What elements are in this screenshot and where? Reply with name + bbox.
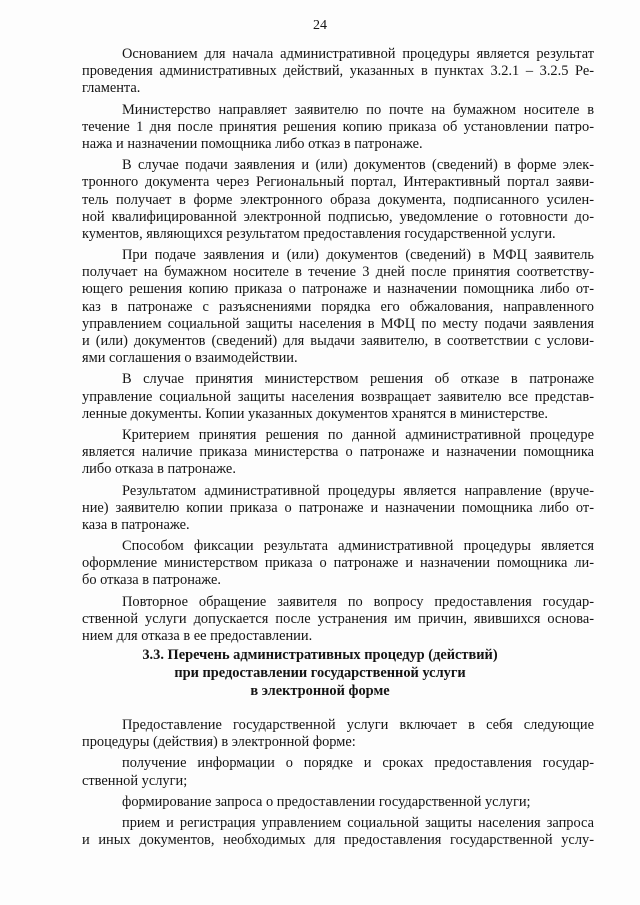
- body-text-top: [82, 46, 594, 649]
- text-line: и (или) документов (сведений) для выдачи заявителю, в соответствии с услови-: [82, 333, 594, 349]
- text-line: ями соглашения о взаимодействии.: [82, 350, 298, 367]
- text-line: Критерием принятия решения по данной административной процедуре: [122, 426, 594, 443]
- text-line: процедуры (действия) в электронной форме:: [82, 734, 356, 751]
- text-line: нажа и назначении помощника либо отказ в патронаже.: [82, 135, 423, 152]
- text-line: получает на бумажном носителе в течение 3 дней после принятия соответству-: [82, 264, 594, 281]
- text-line: течение 1 дня после принятия решения копию приказа об установлении патро-: [82, 118, 594, 135]
- text-line: При подаче заявления и (или) документов (сведений) в МФЦ заявитель: [122, 247, 594, 264]
- text-line: ние) заявителю копии приказа о патронаже и назначении помощника либо от-: [82, 499, 594, 516]
- text-line: ственной услуги допускается после устранения им причин, явившихся основа-: [82, 610, 594, 627]
- text-line: Министерство направляет заявителю по почте на бумажном носителе в: [122, 101, 594, 118]
- text-line: формирование запроса о предоставлении государственной услуги;: [122, 793, 531, 810]
- text-line: ственной услуги;: [82, 772, 188, 789]
- text-line: проведения административных действий, указанных в пунктах 3.2.1 – 3.2.5 Ре-: [82, 63, 594, 80]
- text-line: В случае принятия министерством решения об отказе в патронаже: [122, 371, 594, 388]
- text-line: тель получает в форме электронного образа документа, подписанного усилен-: [82, 191, 594, 208]
- text-line: каза в патронаже.: [82, 516, 190, 533]
- text-line: прием и регистрация управлением социальной защиты населения запроса: [122, 814, 594, 831]
- text-line: ленные документы. Копии указанных документов хранятся в министерстве.: [82, 405, 548, 422]
- text-line: Повторное обращение заявителя по вопросу предоставления государ-: [122, 593, 594, 610]
- paragraph: [82, 483, 594, 535]
- text-line: и иных документов, необходимых для предоставления государственной услу-: [82, 832, 594, 849]
- text-line: оформление министерством приказа о патронаже и назначении помощника ли-: [82, 555, 594, 572]
- text-line: Предоставление государственной услуги включает в себя следующие: [122, 717, 594, 733]
- paragraph: [82, 46, 594, 98]
- paragraph: [82, 247, 594, 367]
- paragraph: [82, 538, 594, 590]
- text-line: Результатом административной процедуры является направление (вруче-: [122, 482, 594, 499]
- paragraph: [82, 594, 594, 646]
- text-line: нием для отказа в ее предоставлении.: [82, 628, 313, 644]
- paragraph: [82, 717, 594, 751]
- text-line: ной квалифицированной электронной подписью, уведомление о готовности до-: [82, 208, 594, 225]
- text-line: Способом фиксации результата административной процедуры является: [122, 538, 594, 555]
- body-text-bottom: [82, 717, 594, 853]
- text-line: каз в патронаже с разъяснениями порядка его обжалования, направленного: [82, 298, 594, 315]
- text-line: В случае подачи заявления и (или) документов (сведений) в форме элек-: [122, 157, 594, 174]
- heading-line: 3.3. Перечень административных процедур (действий): [142, 647, 498, 663]
- text-line: тронного документа через Региональный портал, Интерактивный портал заяви-: [82, 174, 594, 191]
- paragraph: [82, 815, 594, 849]
- text-line: управление социальной защиты населения возвращает заявителю все представ-: [82, 388, 594, 405]
- paragraph: [82, 371, 594, 423]
- text-line: является наличие приказа министерства о патронаже и назначении помощника: [82, 444, 594, 461]
- heading-line: при предоставлении государственной услуги: [174, 665, 466, 681]
- text-line: управлением социальной защиты населения в МФЦ по месту подачи заявления: [82, 315, 594, 332]
- paragraph: [82, 755, 594, 789]
- text-line: ющего решения копию приказа о патронаже и назначении помощника либо от-: [82, 281, 594, 298]
- text-line: кументов, являющихся результатом предоставления государственной услуги.: [82, 225, 556, 242]
- paragraph: [82, 157, 594, 243]
- text-line: получение информации о порядке и сроках предоставления государ-: [122, 755, 594, 772]
- text-line: бо отказа в патронаже.: [82, 572, 222, 589]
- section-heading: [0, 646, 640, 700]
- paragraph: [82, 794, 594, 811]
- page-number: 24: [313, 18, 327, 33]
- text-line: гламента.: [82, 80, 141, 97]
- heading-line: в электронной форме: [250, 683, 390, 699]
- paragraph: [82, 427, 594, 479]
- paragraph: [82, 102, 594, 154]
- text-line: либо отказа в патронаже.: [82, 461, 236, 478]
- text-line: Основанием для начала административной процедуры является результат: [122, 46, 594, 62]
